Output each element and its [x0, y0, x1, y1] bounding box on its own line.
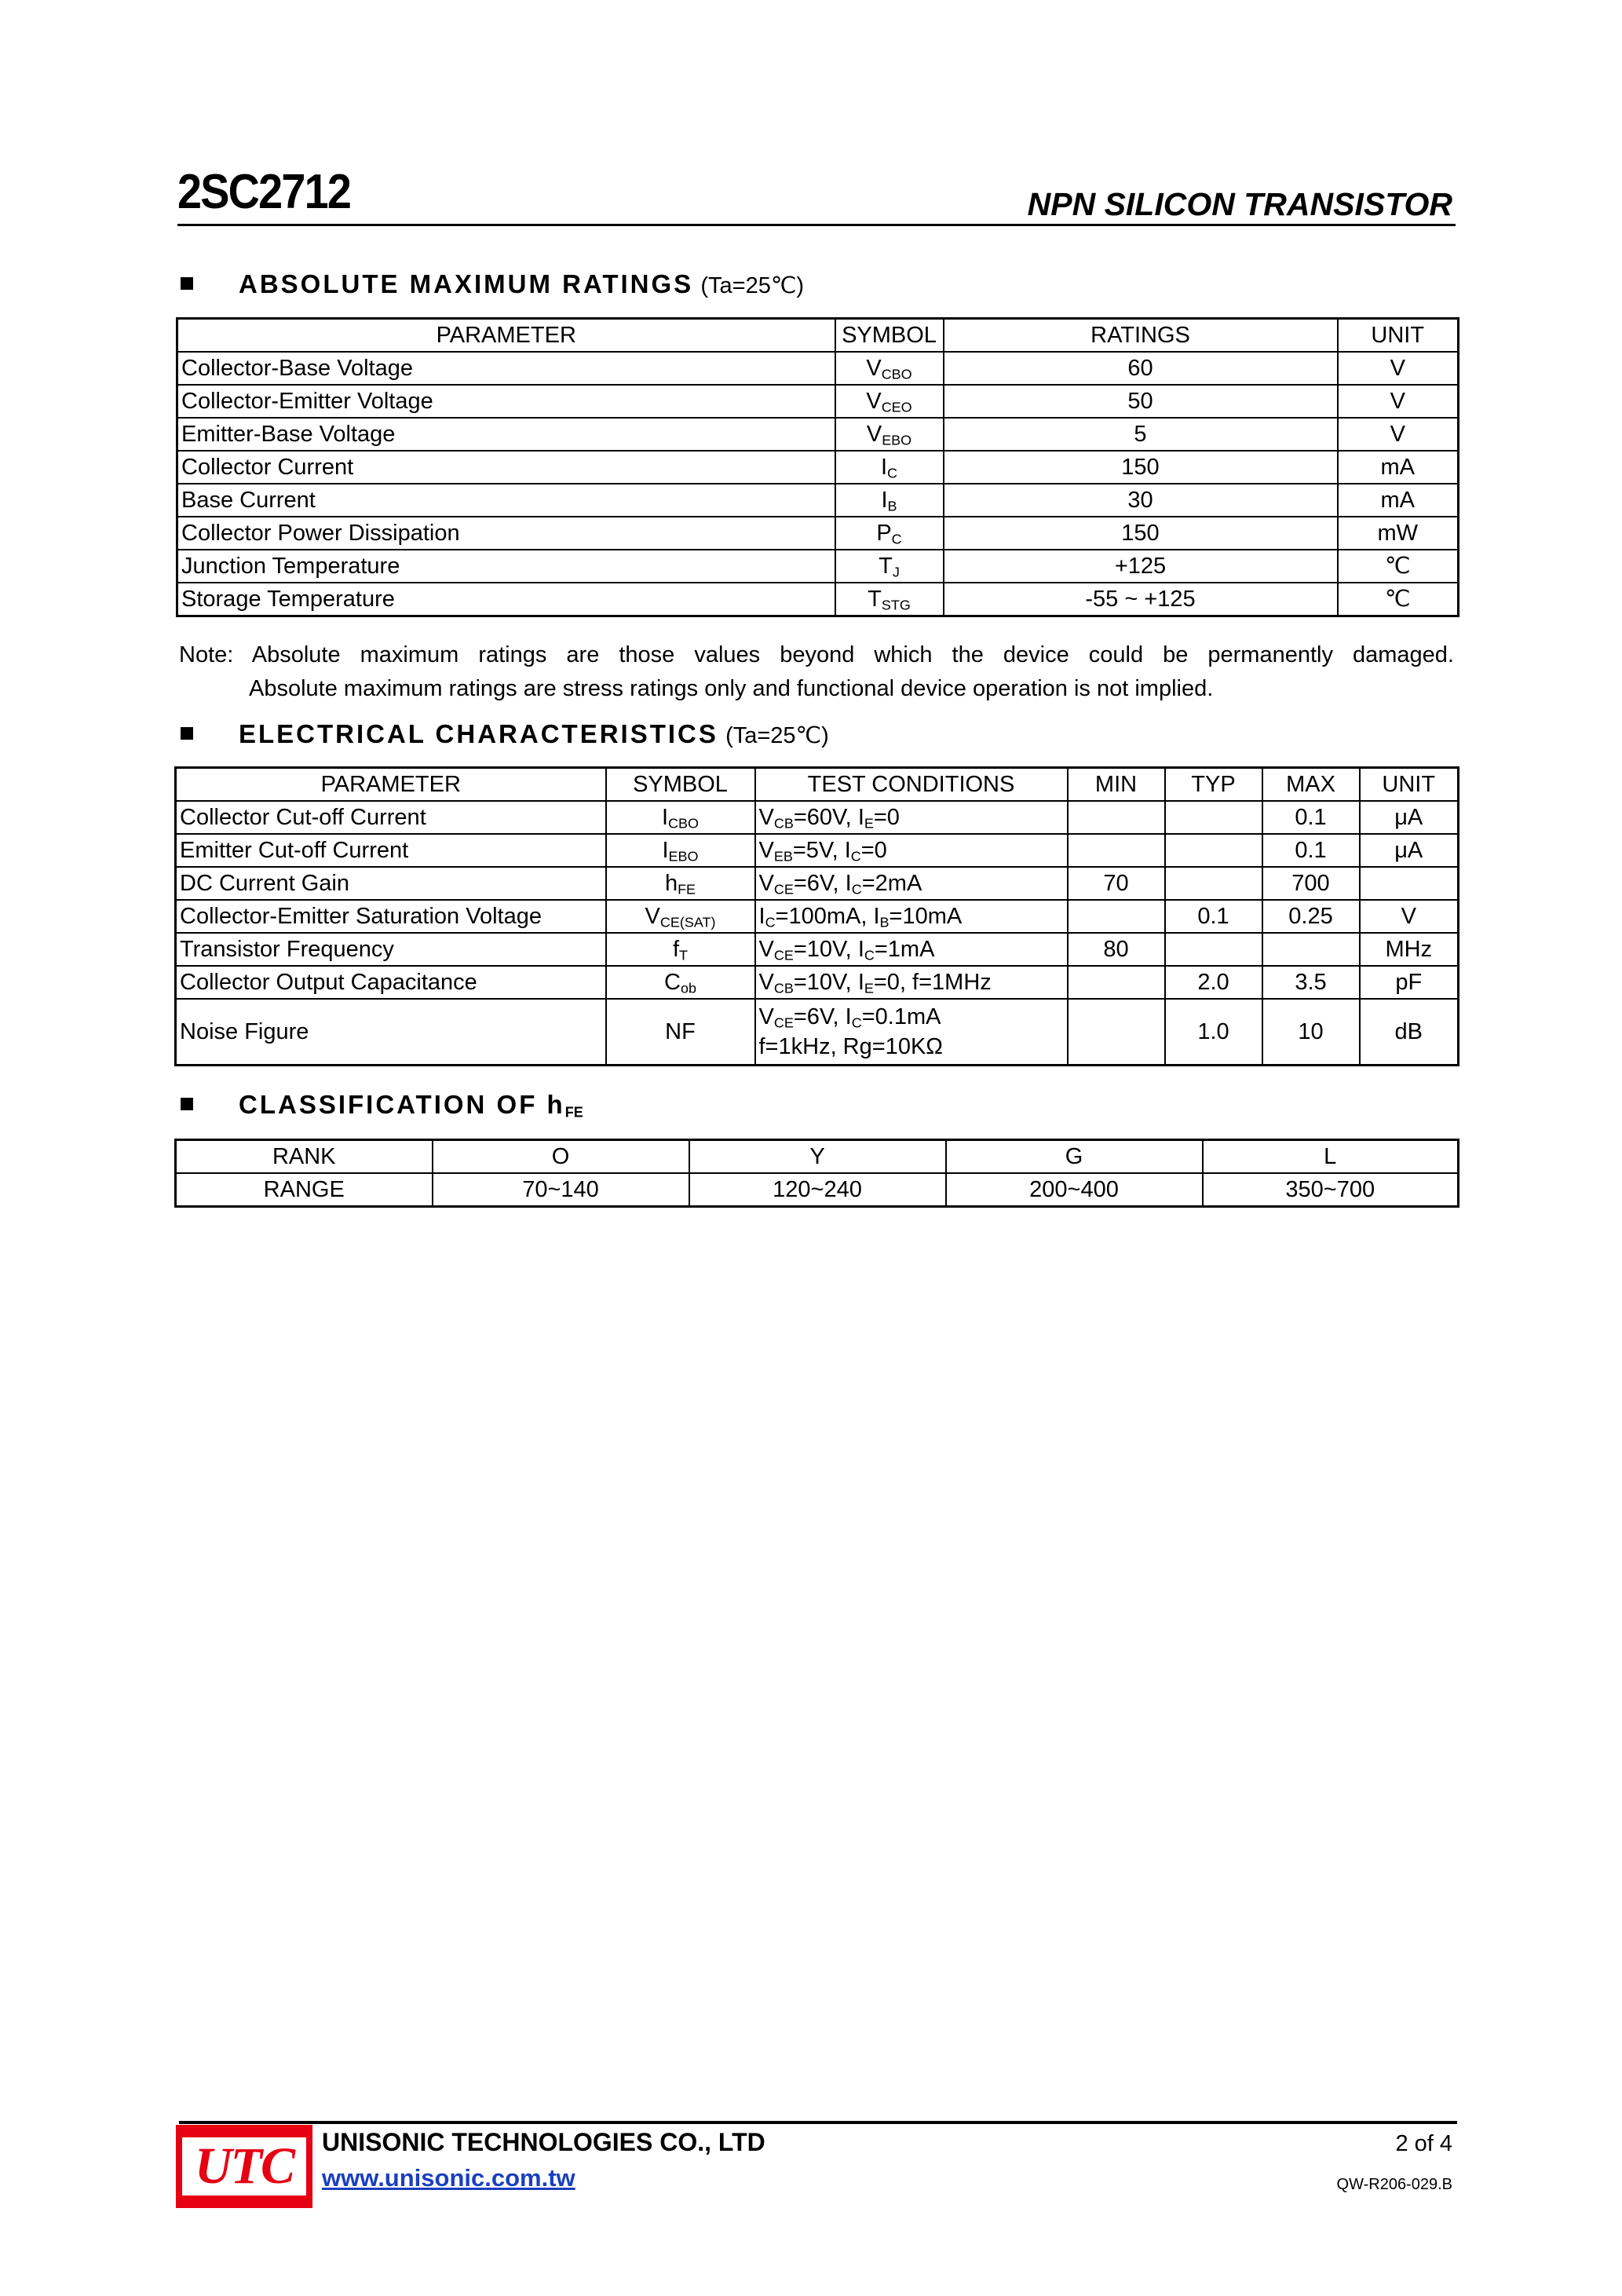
column-header: UNIT — [1360, 768, 1459, 802]
classification-title-subscript: FE — [564, 1104, 583, 1121]
abs-max-section-heading — [181, 271, 804, 298]
max-cell: 3.5 — [1262, 966, 1360, 999]
note-line-2: Absolute maximum ratings are stress ratings only and functional device operation is not implied. — [249, 676, 1214, 701]
condition-symbol: V — [758, 970, 774, 995]
utc-logo — [176, 2125, 312, 2208]
header-rule — [177, 224, 1456, 226]
rating-cell: 150 — [944, 451, 1338, 484]
range-label: RANGE — [176, 1173, 433, 1207]
min-cell — [1068, 966, 1165, 999]
column-header: PARAMETER — [176, 768, 606, 802]
condition-subscript: EB — [773, 848, 793, 865]
column-header: SYMBOL — [835, 319, 944, 353]
test-condition-cell — [755, 867, 1068, 900]
parameter-cell: Collector Power Dissipation — [177, 517, 835, 550]
symbol-subscript: C — [891, 531, 902, 547]
rating-cell: 5 — [944, 418, 1338, 451]
typ-cell — [1165, 801, 1262, 834]
symbol-cell — [606, 933, 755, 966]
abs-max-condition: (Ta=25℃) — [700, 273, 805, 298]
symbol-letter: T — [879, 554, 893, 579]
rating-cell: 150 — [944, 517, 1338, 550]
condition-subscript: CB — [773, 980, 794, 996]
symbol-cell — [835, 484, 944, 517]
symbol-letter: I — [880, 455, 888, 480]
condition-value: =0.1mA — [861, 1004, 941, 1029]
parameter-cell: Transistor Frequency — [176, 933, 606, 966]
part-number: 2SC2712 — [177, 165, 351, 219]
symbol-subscript: CE(SAT) — [659, 914, 716, 930]
rank-label: RANK — [176, 1140, 433, 1174]
symbol-cell — [835, 451, 944, 484]
condition-symbol: I — [857, 805, 864, 830]
column-header: UNIT — [1338, 319, 1459, 353]
unit-cell: mW — [1338, 517, 1459, 550]
condition-value: =1mA — [874, 937, 935, 962]
parameter-cell: Junction Temperature — [177, 550, 835, 583]
table-row — [177, 352, 1459, 385]
range-cell: 70~140 — [433, 1173, 689, 1207]
condition-symbol: I — [845, 871, 852, 896]
condition-symbol: I — [758, 904, 765, 929]
unit-cell: μA — [1360, 801, 1459, 834]
note-line-1: Note: Absolute maximum ratings are those values beyond which the device could be permanently damaged. — [179, 642, 1454, 667]
condition-subscript: CE — [773, 1015, 794, 1031]
electrical-characteristics-table — [174, 766, 1459, 1066]
abs-max-note — [179, 638, 1454, 706]
rating-cell: 60 — [944, 352, 1338, 385]
max-cell: 0.25 — [1262, 900, 1360, 933]
typ-cell — [1165, 834, 1262, 867]
rating-cell: 50 — [944, 385, 1338, 418]
condition-subscript: CE — [773, 947, 794, 963]
rank-cell: O — [433, 1140, 689, 1174]
abs-max-table — [176, 317, 1459, 617]
symbol-cell: NF — [606, 999, 755, 1066]
condition-symbol: I — [857, 937, 864, 962]
parameter-cell: Collector Output Capacitance — [176, 966, 606, 999]
symbol-letter: V — [866, 389, 882, 414]
condition-value: =100mA, — [775, 904, 874, 929]
column-header: PARAMETER — [177, 319, 835, 353]
condition-value: =0 — [860, 838, 887, 863]
table-row — [177, 451, 1459, 484]
unit-cell — [1360, 867, 1459, 900]
column-header: MAX — [1262, 768, 1360, 802]
abs-max-title: ABSOLUTE MAXIMUM RATINGS — [239, 269, 694, 298]
typ-cell — [1165, 867, 1262, 900]
symbol-letter: P — [876, 521, 892, 546]
test-condition-cell — [755, 834, 1068, 867]
condition-symbol: I — [873, 904, 880, 929]
column-header: RATINGS — [944, 319, 1338, 353]
table-header-row — [176, 768, 1459, 802]
symbol-cell — [835, 385, 944, 418]
rating-cell: 30 — [944, 484, 1338, 517]
test-condition-cell — [755, 900, 1068, 933]
classification-title: CLASSIFICATION OF h — [239, 1090, 565, 1119]
document-code: QW-R206-029.B — [1336, 2176, 1452, 2193]
symbol-letter: I — [881, 488, 888, 513]
test-condition-cell — [755, 999, 1068, 1066]
condition-symbol: I — [845, 1004, 852, 1029]
symbol-cell — [606, 867, 755, 900]
max-cell: 10 — [1262, 999, 1360, 1066]
symbol-letter: I — [661, 805, 669, 830]
symbol-letter: V — [645, 904, 660, 929]
website-link[interactable]: www.unisonic.com.tw — [322, 2164, 575, 2192]
condition-value: =10mA — [889, 904, 963, 929]
max-cell: 700 — [1262, 867, 1360, 900]
square-bullet-icon — [181, 277, 193, 290]
condition-subscript: CE — [773, 881, 794, 898]
symbol-cell — [835, 550, 944, 583]
classification-table — [174, 1139, 1459, 1208]
unit-cell: mA — [1338, 451, 1459, 484]
min-cell — [1068, 834, 1165, 867]
condition-value: =2mA — [861, 871, 922, 896]
company-name: UNISONIC TECHNOLOGIES CO., LTD — [322, 2128, 765, 2156]
condition-subscript: CB — [773, 815, 794, 832]
min-cell: 80 — [1068, 933, 1165, 966]
table-header-row — [177, 319, 1459, 353]
symbol-subscript: CBO — [668, 815, 699, 832]
min-cell — [1068, 900, 1165, 933]
condition-subscript: B — [879, 914, 890, 930]
condition-value: =5V, — [792, 838, 845, 863]
condition-value: =10V, — [793, 937, 858, 962]
symbol-subscript: EBO — [668, 848, 699, 865]
elec-title: ELECTRICAL CHARACTERISTICS — [239, 719, 718, 748]
symbol-cell — [835, 517, 944, 550]
parameter-cell: Collector-Emitter Saturation Voltage — [176, 900, 606, 933]
table-row — [176, 867, 1459, 900]
symbol-letter: h — [664, 871, 678, 896]
max-cell: 0.1 — [1262, 834, 1360, 867]
column-header: SYMBOL — [606, 768, 755, 802]
condition-line-1 — [759, 1002, 1064, 1032]
max-cell: 0.1 — [1262, 801, 1360, 834]
symbol-cell — [606, 801, 755, 834]
table-row — [176, 966, 1459, 999]
unit-cell: μA — [1360, 834, 1459, 867]
condition-value: =6V, — [793, 871, 846, 896]
symbol-subscript: FE — [678, 881, 696, 898]
parameter-cell: DC Current Gain — [176, 867, 606, 900]
condition-symbol: I — [857, 970, 864, 995]
column-header: TYP — [1165, 768, 1262, 802]
rank-cell: G — [946, 1140, 1203, 1174]
rating-cell: +125 — [944, 550, 1338, 583]
table-row — [177, 484, 1459, 517]
range-cell: 120~240 — [689, 1173, 946, 1207]
condition-symbol: V — [758, 937, 774, 962]
symbol-subscript: J — [892, 564, 900, 580]
parameter-cell: Emitter Cut-off Current — [176, 834, 606, 867]
classification-section-heading — [181, 1090, 583, 1121]
column-header: MIN — [1068, 768, 1165, 802]
table-row — [177, 583, 1459, 616]
rating-cell: -55 ~ +125 — [944, 583, 1338, 616]
range-cell: 200~400 — [946, 1173, 1203, 1207]
unit-cell: V — [1360, 900, 1459, 933]
page-number: 2 of 4 — [1395, 2131, 1452, 2156]
table-row — [176, 933, 1459, 966]
unit-cell: V — [1338, 385, 1459, 418]
unit-cell: MHz — [1360, 933, 1459, 966]
min-cell — [1068, 999, 1165, 1066]
condition-subscript: C — [851, 881, 862, 898]
symbol-subscript: ob — [680, 980, 696, 996]
condition-value: =60V, — [793, 805, 858, 830]
symbol-letter: V — [866, 422, 882, 447]
symbol-cell — [606, 834, 755, 867]
unit-cell: V — [1338, 418, 1459, 451]
symbol-letter: C — [664, 970, 681, 995]
parameter-cell: Noise Figure — [176, 999, 606, 1066]
condition-subscript: C — [851, 1015, 862, 1031]
rank-cell: Y — [689, 1140, 946, 1174]
condition-symbol: V — [758, 805, 774, 830]
table-row — [177, 418, 1459, 451]
symbol-subscript: B — [887, 498, 897, 514]
condition-value: =0, f=1MHz — [873, 970, 992, 995]
condition-subscript: C — [864, 947, 875, 963]
min-cell — [1068, 801, 1165, 834]
typ-cell: 1.0 — [1165, 999, 1262, 1066]
square-bullet-icon — [181, 727, 193, 740]
unit-cell: ℃ — [1338, 583, 1459, 616]
condition-symbol: V — [758, 871, 774, 896]
symbol-cell — [835, 352, 944, 385]
unit-cell: mA — [1338, 484, 1459, 517]
range-cell: 350~700 — [1203, 1173, 1459, 1207]
symbol-subscript: C — [887, 465, 898, 481]
elec-condition: (Ta=25℃) — [725, 723, 829, 748]
parameter-cell: Base Current — [177, 484, 835, 517]
symbol-subscript: STG — [881, 597, 911, 613]
parameter-cell: Collector-Base Voltage — [177, 352, 835, 385]
doc-type-title: NPN SILICON TRANSISTOR — [1027, 186, 1452, 222]
parameter-cell: Emitter-Base Voltage — [177, 418, 835, 451]
parameter-cell: Collector Current — [177, 451, 835, 484]
symbol-cell — [835, 418, 944, 451]
condition-subscript: C — [765, 914, 776, 930]
condition-subscript: E — [864, 980, 874, 996]
max-cell — [1262, 933, 1360, 966]
condition-symbol: V — [758, 1004, 774, 1029]
unit-cell: ℃ — [1338, 550, 1459, 583]
symbol-letter: f — [672, 937, 680, 962]
elec-section-heading — [181, 721, 829, 748]
condition-line-2: f=1kHz, Rg=10KΩ — [758, 1034, 943, 1059]
condition-subscript: C — [850, 848, 861, 865]
parameter-cell: Storage Temperature — [177, 583, 835, 616]
symbol-cell — [835, 583, 944, 616]
min-cell: 70 — [1068, 867, 1165, 900]
table-row — [176, 900, 1459, 933]
unit-cell: dB — [1360, 999, 1459, 1066]
parameter-cell: Collector Cut-off Current — [176, 801, 606, 834]
condition-subscript: E — [864, 815, 874, 832]
symbol-subscript: EBO — [882, 432, 912, 448]
condition-symbol: I — [844, 838, 851, 863]
symbol-subscript: T — [679, 947, 689, 963]
typ-cell — [1165, 933, 1262, 966]
utc-logo-text: UTC — [195, 2137, 294, 2195]
table-row — [176, 801, 1459, 834]
test-condition-cell — [755, 966, 1068, 999]
footer-rule — [179, 2121, 1457, 2124]
typ-cell: 0.1 — [1165, 900, 1262, 933]
rank-row — [176, 1140, 1459, 1174]
rank-cell: L — [1203, 1140, 1459, 1174]
condition-value: =0 — [873, 805, 900, 830]
column-header: TEST CONDITIONS — [755, 768, 1068, 802]
symbol-letter: I — [662, 838, 669, 863]
table-row — [177, 550, 1459, 583]
condition-value: =10V, — [793, 970, 858, 995]
condition-symbol: V — [758, 838, 774, 863]
typ-cell: 2.0 — [1165, 966, 1262, 999]
unit-cell: pF — [1360, 966, 1459, 999]
range-row — [176, 1173, 1459, 1207]
condition-value: =6V, — [793, 1004, 846, 1029]
table-row — [176, 834, 1459, 867]
symbol-subscript: CEO — [881, 399, 912, 415]
test-condition-cell — [755, 801, 1068, 834]
symbol-cell — [606, 900, 755, 933]
table-row — [177, 517, 1459, 550]
square-bullet-icon — [181, 1098, 193, 1110]
table-row-noise-figure — [176, 999, 1459, 1066]
unit-cell: V — [1338, 352, 1459, 385]
symbol-letter: V — [866, 356, 882, 381]
symbol-subscript: CBO — [881, 366, 912, 382]
symbol-letter: T — [868, 587, 882, 612]
parameter-cell: Collector-Emitter Voltage — [177, 385, 835, 418]
symbol-cell — [606, 966, 755, 999]
table-row — [177, 385, 1459, 418]
test-condition-cell — [755, 933, 1068, 966]
